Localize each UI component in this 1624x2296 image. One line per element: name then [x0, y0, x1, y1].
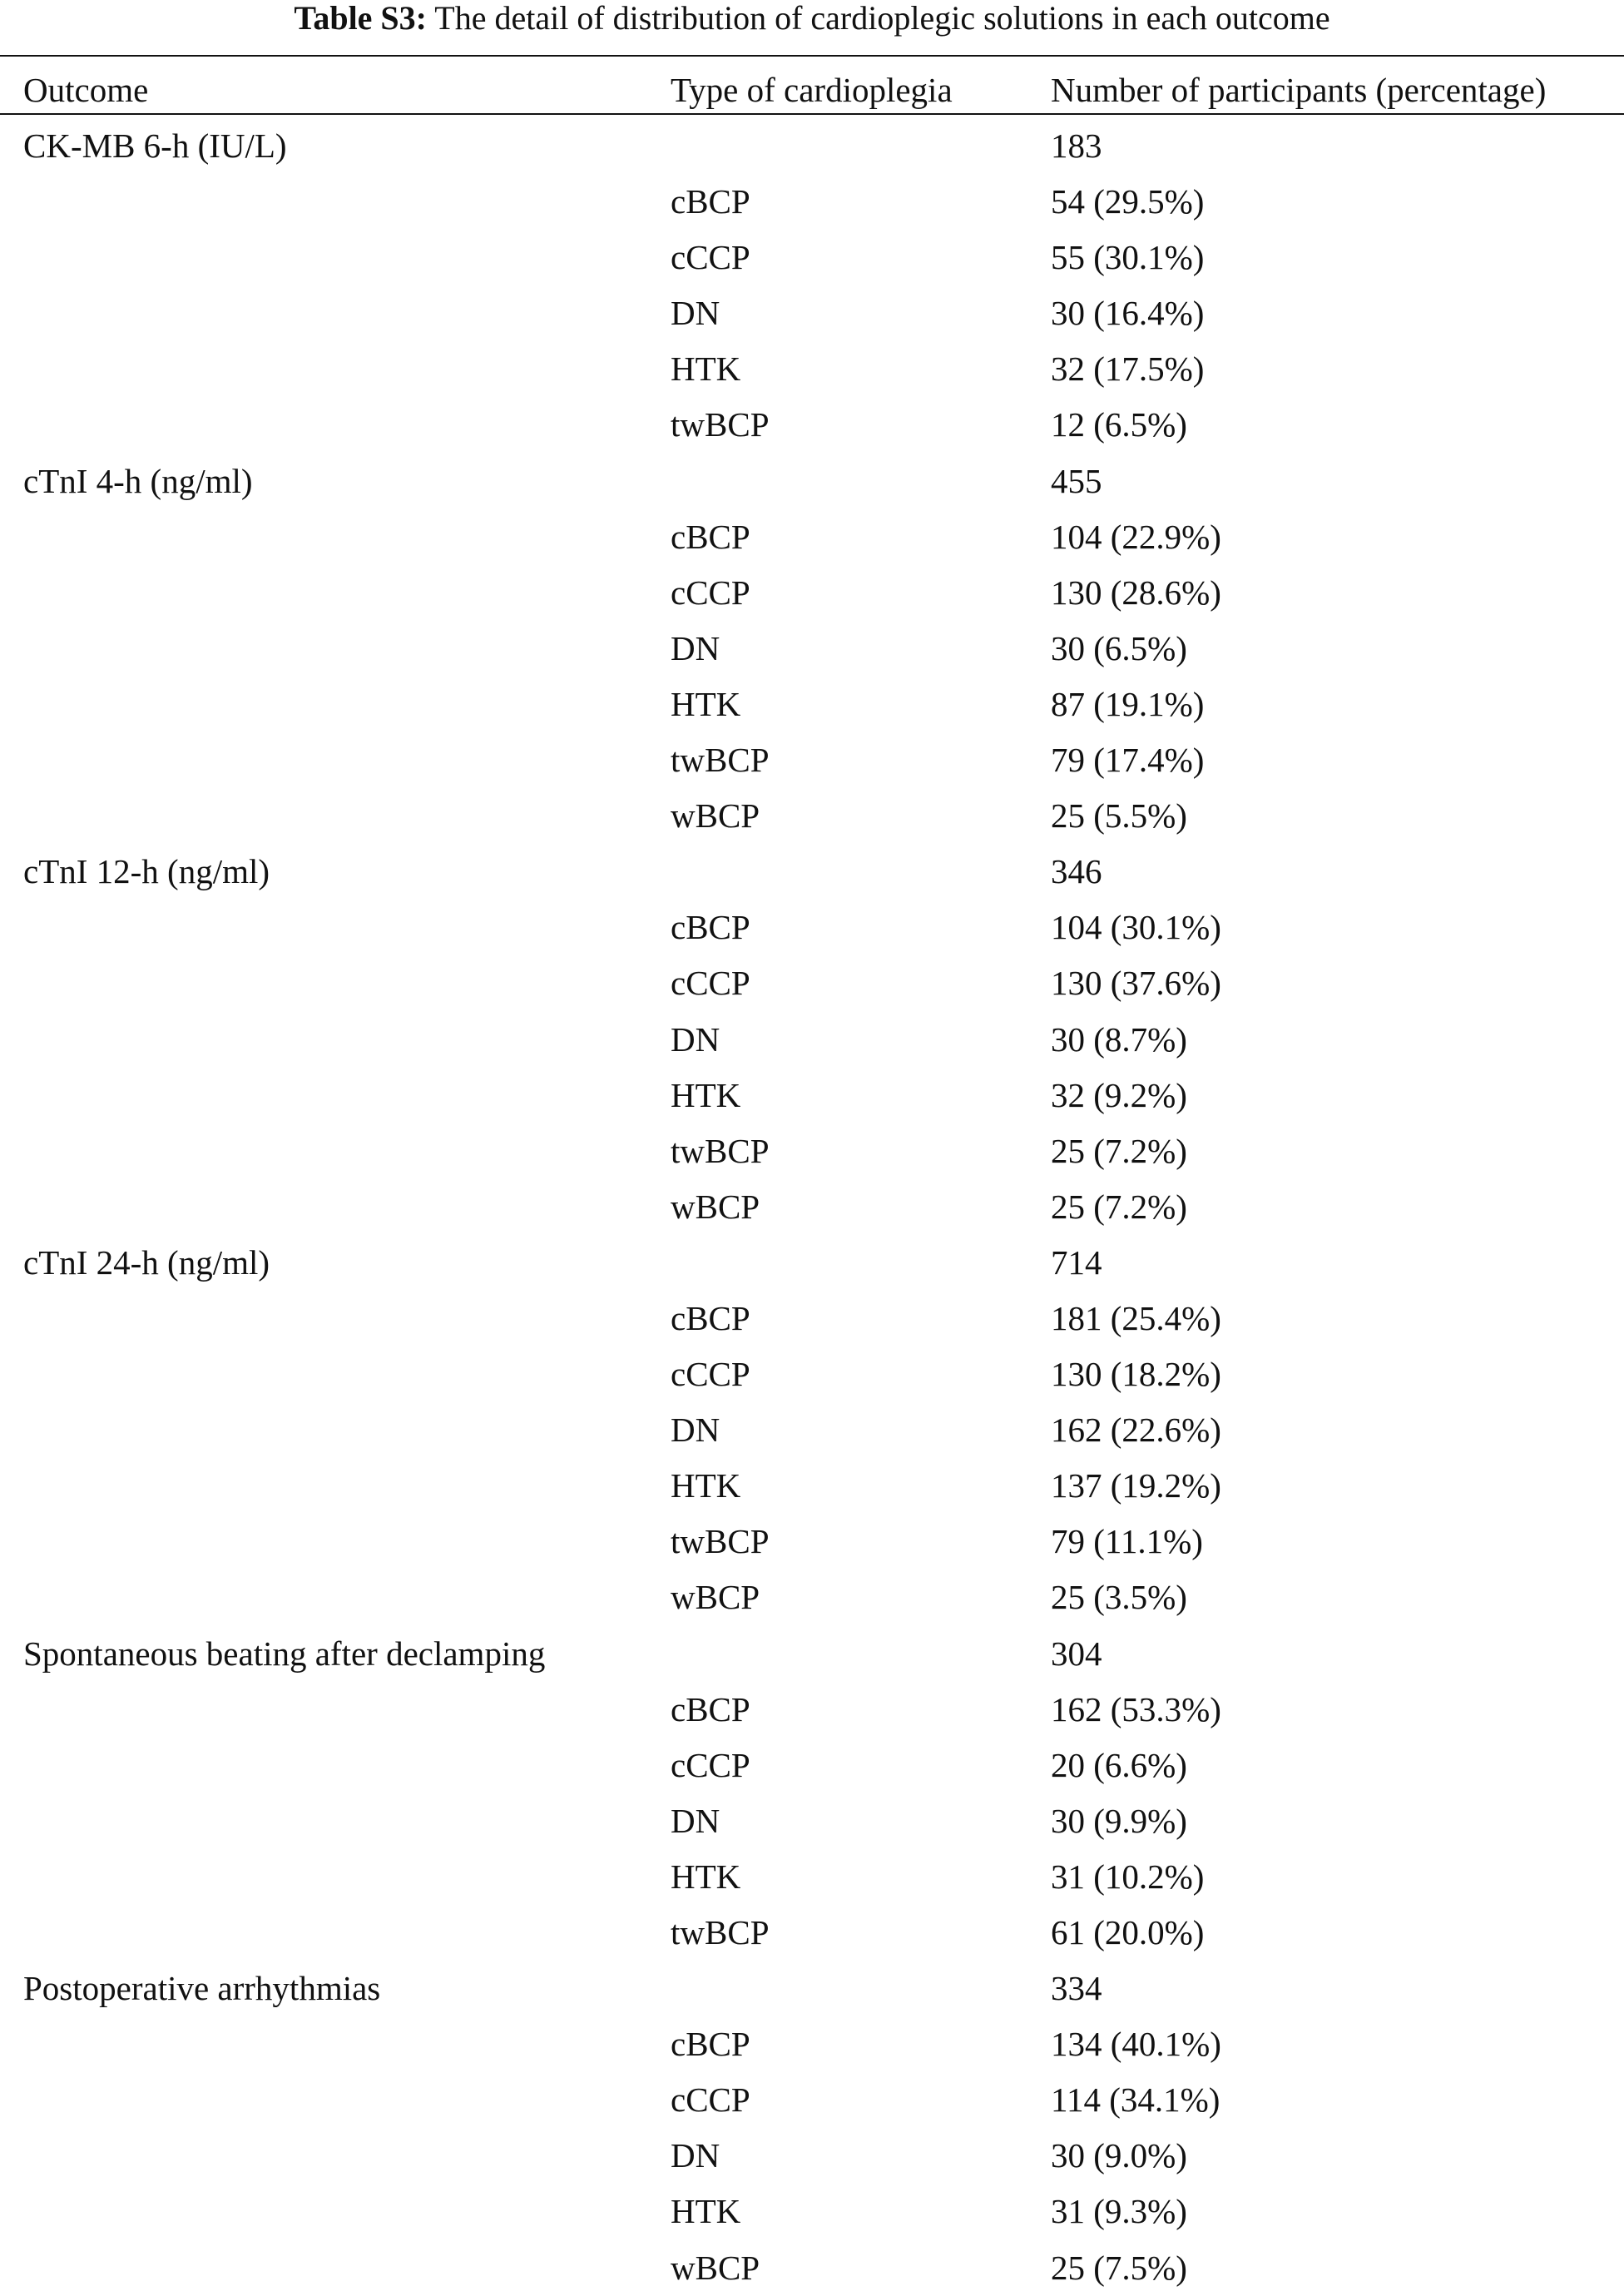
cell-type: DN	[671, 2136, 720, 2175]
cell-value: 87 (19.1%)	[1051, 684, 1205, 723]
table-row	[0, 677, 1624, 732]
header-number: Number of participants (percentage)	[1051, 71, 1547, 109]
cell-type: cBCP	[671, 182, 750, 221]
table-row	[0, 1961, 1624, 2016]
cell-type: cCCP	[671, 1745, 750, 1784]
cell-value: 31 (10.2%)	[1051, 1857, 1205, 1896]
table-row	[0, 174, 1624, 230]
cell-value: 25 (3.5%)	[1051, 1578, 1187, 1617]
cell-value: 455	[1051, 461, 1102, 500]
cell-type: twBCP	[671, 741, 770, 780]
table-row	[0, 1570, 1624, 1625]
cell-value: 183	[1051, 126, 1102, 165]
cell-outcome: Postoperative arrhythmias	[23, 1969, 381, 2008]
cell-type: cCCP	[671, 238, 750, 277]
table-header-rule	[0, 113, 1624, 115]
cell-value: 20 (6.6%)	[1051, 1745, 1187, 1784]
cell-type: twBCP	[671, 1913, 770, 1951]
table-row	[0, 565, 1624, 621]
table-row	[0, 1514, 1624, 1570]
cell-outcome: cTnI 4-h (ng/ml)	[23, 461, 253, 500]
table-body	[0, 118, 1624, 2296]
table-row	[0, 1179, 1624, 1235]
table-row	[0, 341, 1624, 397]
cell-value: 79 (11.1%)	[1051, 1522, 1203, 1561]
cell-outcome: Spontaneous beating after declamping	[23, 1634, 546, 1673]
table-row	[0, 285, 1624, 341]
cell-value: 346	[1051, 852, 1102, 891]
cell-outcome: CK-MB 6-h (IU/L)	[23, 126, 287, 165]
cell-value: 137 (19.2%)	[1051, 1466, 1221, 1505]
cell-type: wBCP	[671, 796, 760, 836]
cell-value: 12 (6.5%)	[1051, 405, 1187, 444]
table-row	[0, 2184, 1624, 2239]
cell-value: 714	[1051, 1242, 1102, 1282]
table-row	[0, 1235, 1624, 1291]
cell-value: 134 (40.1%)	[1051, 2025, 1221, 2064]
cell-value: 304	[1051, 1634, 1102, 1673]
header-type: Type of cardioplegia	[671, 71, 953, 109]
cell-type: HTK	[671, 1857, 741, 1896]
cell-value: 61 (20.0%)	[1051, 1913, 1205, 1951]
table-caption-text: The detail of distribution of cardioplegic solutions in each outcome	[427, 0, 1330, 37]
table-row	[0, 1012, 1624, 1068]
table-row	[0, 844, 1624, 900]
cell-value: 54 (29.5%)	[1051, 182, 1205, 221]
cell-type: twBCP	[671, 1522, 770, 1561]
cell-type: DN	[671, 1411, 720, 1450]
cell-type: cCCP	[671, 1355, 750, 1394]
table-row	[0, 1849, 1624, 1905]
table-row	[0, 1346, 1624, 1402]
cell-value: 181 (25.4%)	[1051, 1298, 1221, 1337]
table-row	[0, 955, 1624, 1011]
table-row	[0, 1905, 1624, 1961]
cell-value: 79 (17.4%)	[1051, 741, 1205, 780]
cell-type: DN	[671, 628, 720, 667]
table-row	[0, 900, 1624, 955]
cell-outcome: cTnI 24-h (ng/ml)	[23, 1242, 270, 1282]
cell-value: 30 (16.4%)	[1051, 294, 1205, 333]
table-top-rule	[0, 55, 1624, 57]
cell-outcome: cTnI 12-h (ng/ml)	[23, 852, 270, 891]
cell-value: 25 (7.5%)	[1051, 2248, 1187, 2287]
header-outcome: Outcome	[23, 71, 149, 109]
table-row	[0, 2072, 1624, 2128]
table-row	[0, 230, 1624, 285]
table-row	[0, 2016, 1624, 2072]
table-row	[0, 1123, 1624, 1179]
cell-value: 130 (18.2%)	[1051, 1355, 1221, 1394]
cell-value: 162 (22.6%)	[1051, 1411, 1221, 1450]
cell-type: DN	[671, 294, 720, 333]
cell-type: HTK	[671, 684, 741, 723]
table-row	[0, 509, 1624, 565]
cell-type: cCCP	[671, 573, 750, 612]
table-row	[0, 788, 1624, 844]
cell-value: 25 (5.5%)	[1051, 796, 1187, 836]
cell-value: 104 (22.9%)	[1051, 517, 1221, 556]
table-row	[0, 397, 1624, 453]
cell-type: HTK	[671, 1075, 741, 1114]
cell-type: cBCP	[671, 1689, 750, 1728]
cell-type: cBCP	[671, 2025, 750, 2064]
cell-value: 30 (6.5%)	[1051, 628, 1187, 667]
cell-type: wBCP	[671, 2248, 760, 2287]
cell-value: 30 (9.0%)	[1051, 2136, 1187, 2175]
cell-value: 25 (7.2%)	[1051, 1187, 1187, 1226]
table-row	[0, 118, 1624, 174]
table-row	[0, 2128, 1624, 2184]
cell-type: twBCP	[671, 405, 770, 444]
cell-value: 32 (17.5%)	[1051, 350, 1205, 389]
table-row	[0, 1738, 1624, 1793]
table-row	[0, 1458, 1624, 1514]
table-row	[0, 1682, 1624, 1738]
table-row	[0, 454, 1624, 509]
table-caption	[0, 0, 1624, 37]
cell-type: DN	[671, 1801, 720, 1840]
cell-value: 162 (53.3%)	[1051, 1689, 1221, 1728]
cell-type: cBCP	[671, 517, 750, 556]
table-row	[0, 621, 1624, 677]
table-row	[0, 1068, 1624, 1123]
cell-value: 25 (7.2%)	[1051, 1131, 1187, 1170]
cell-value: 130 (37.6%)	[1051, 964, 1221, 1003]
cell-type: cCCP	[671, 964, 750, 1003]
table-row	[0, 1402, 1624, 1458]
cell-type: HTK	[671, 1466, 741, 1505]
cell-value: 114 (34.1%)	[1051, 2080, 1220, 2120]
cell-value: 55 (30.1%)	[1051, 238, 1205, 277]
cell-type: wBCP	[671, 1578, 760, 1617]
cell-value: 104 (30.1%)	[1051, 908, 1221, 947]
cell-value: 334	[1051, 1969, 1102, 2008]
cell-type: wBCP	[671, 1187, 760, 1226]
cell-type: HTK	[671, 350, 741, 389]
table-caption-label: Table S3:	[294, 0, 427, 37]
table-row	[0, 1793, 1624, 1849]
cell-type: DN	[671, 1019, 720, 1059]
table-row	[0, 1291, 1624, 1346]
cell-type: twBCP	[671, 1131, 770, 1170]
cell-value: 30 (8.7%)	[1051, 1019, 1187, 1059]
cell-value: 30 (9.9%)	[1051, 1801, 1187, 1840]
table-row	[0, 732, 1624, 788]
cell-type: HTK	[671, 2192, 741, 2231]
cell-type: cBCP	[671, 908, 750, 947]
table-row	[0, 1626, 1624, 1682]
cell-type: cCCP	[671, 2080, 750, 2120]
cell-type: cBCP	[671, 1298, 750, 1337]
cell-value: 32 (9.2%)	[1051, 1075, 1187, 1114]
cell-value: 130 (28.6%)	[1051, 573, 1221, 612]
cell-value: 31 (9.3%)	[1051, 2192, 1187, 2231]
